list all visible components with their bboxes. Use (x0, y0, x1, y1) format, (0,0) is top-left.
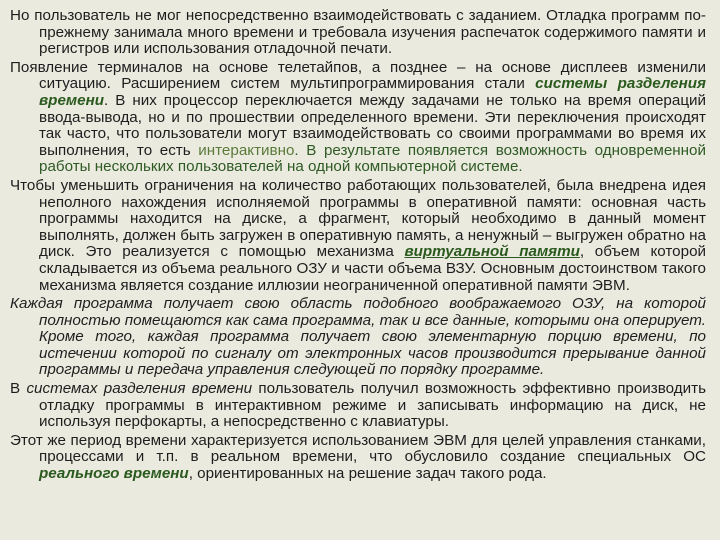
paragraph-3 (10, 178, 706, 294)
paragraph-4-text: Каждая программа получает свою область подобного воображаемого ОЗУ, на которой полностью помещаются как сама программа, так и все данные, которыми она оперирует. Кроме того, каждая программа получает свою элементарную порцию времени, по истечении которой по сигналу от электронных часов производится прерывание данной программы и передача управления следующей по порядку программе. (10, 295, 706, 379)
paragraph-2-text-a: Появление терминалов на основе телетайпов, а позднее – на основе дисплеев изменили ситуацию. Расширением систем мультипрограммирования стали (10, 58, 706, 93)
paragraph-5-text-a: В (10, 380, 27, 398)
paragraph-2-text-c: . В результате появляется возможность одновременной работы нескольких пользователей на одной компьютерной системе. (39, 141, 706, 176)
paragraph-3-text-b: , объем которой складывается из объема реального ОЗУ и части объема ВЗУ. Основным достоинством такого механизма является создание иллюзии неограниченной оперативной памяти ЭВМ. (39, 243, 706, 294)
term-time-sharing-systems: системы разделения времени (39, 75, 706, 109)
paragraph-3-text-a: Чтобы уменьшить ограничения на количество работающих пользователей, была внедрена идея неполного нахождения исполняемой программы в оперативной памяти: основная часть программы находится на диске, а фрагмент, который необходимо в данный момент выполнять, должен быть загружен в оперативную память, а ненужный – выгружен обратно на диск. Это реализуется с помощью механизма (10, 176, 706, 261)
paragraph-1 (10, 8, 706, 58)
paragraph-4 (10, 296, 706, 379)
paragraph-2-text-b: . В них процессор переключается между задачами не только на время операций ввода-вывода, но и по прошествии определенного времени. Эти переключения происходят так часто, что пользователи могут взаимодействовать со своими программами во время их выполнения, то есть (39, 91, 706, 159)
term-virtual-memory: виртуальной памяти (404, 243, 580, 261)
paragraph-6 (10, 433, 706, 483)
document-body (10, 8, 706, 485)
paragraph-2 (10, 60, 706, 176)
paragraph-5 (10, 381, 706, 431)
term-real-time: реального времени (39, 465, 189, 483)
term-time-sharing-systems-italic: системах разделения времени (26, 380, 253, 398)
paragraph-6-text-a: Этот же период времени характеризуется использованием ЭВМ для целей управления станками, процессами и т.п. в реальном времени, что обусловило создание специальных ОС (10, 431, 706, 466)
paragraph-6-text-b: , ориентированных на решение задач такого рода. (188, 465, 547, 483)
paragraph-5-text-b: пользователь получил возможность эффективно производить отладку программы в интерактивном режиме и записывать информацию на диск, не используя перфокарты, а непосредственно с клавиатуры. (39, 380, 706, 431)
paragraph-1-text: Но пользователь не мог непосредственно взаимодействовать с заданием. Отладка программ по-прежнему занимала много времени и требовала изучения распечаток содержимого памяти и регистров или использования отладочной печати. (10, 7, 706, 58)
term-interactive: интерактивно (198, 141, 295, 159)
